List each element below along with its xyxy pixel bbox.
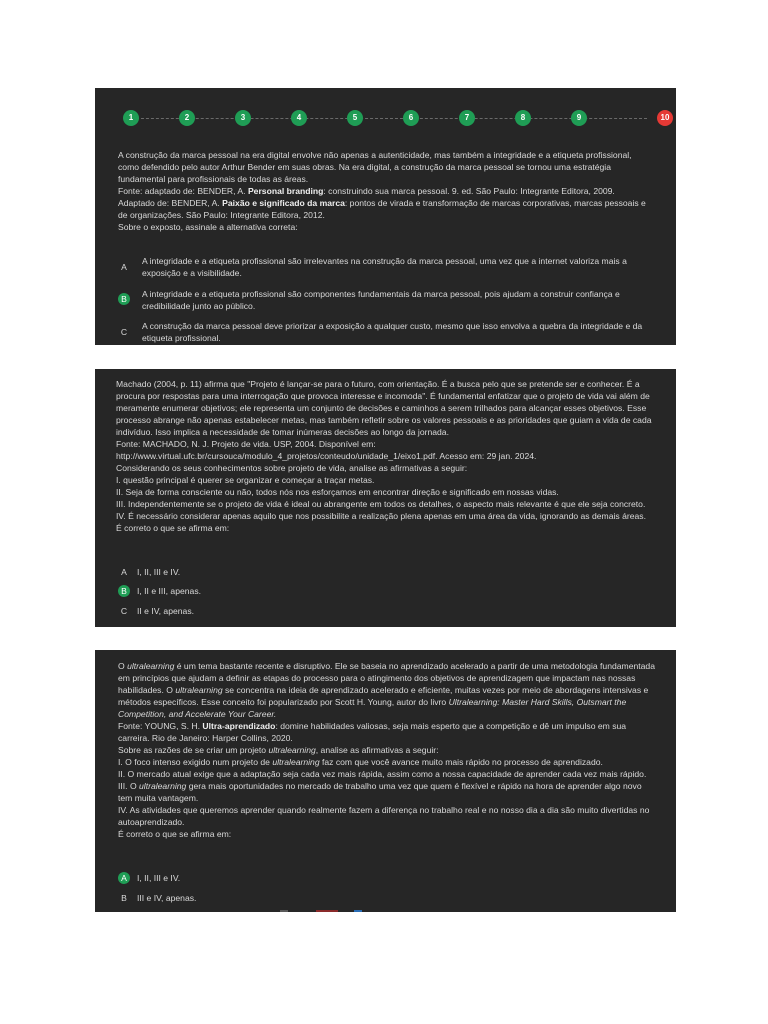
source-2-prefix: Adaptado de: BENDER, A. — [118, 198, 223, 208]
option-a[interactable] — [118, 872, 652, 886]
term-ultralearning-2: ultralearning — [175, 685, 223, 695]
question-3-text — [118, 660, 656, 840]
option-b-selected-marker: B — [118, 293, 130, 305]
statement-1: I. questão principal é querer se organizar e começar a traçar metas. — [116, 475, 375, 485]
step-4[interactable]: 4 — [291, 110, 307, 126]
option-c[interactable] — [118, 320, 652, 345]
statement-2: II. Seja de forma consciente ou não, todos nós nos esforçamos em encontrar direção e significado em nossas vidas. — [116, 487, 559, 497]
question-panel-1 — [95, 88, 676, 345]
option-a-letter: A — [121, 567, 127, 577]
option-a-letter: A — [121, 262, 127, 272]
statement-1-term: ultralearning — [272, 757, 320, 767]
statement-1 — [118, 756, 656, 768]
option-b-text: A integridade e a etiqueta profissional são componentes fundamentais da marca pessoal, pois ajudam a construir confiança e credibilidade junto ao público. — [142, 289, 620, 311]
option-b[interactable] — [118, 892, 652, 906]
option-a-text: I, II, III e IV. — [137, 873, 181, 883]
question-2-text — [116, 378, 656, 534]
step-5[interactable]: 5 — [347, 110, 363, 126]
prompt-term: ultralearning — [268, 745, 316, 755]
statement-1-part-1: I. O foco intenso exigido num projeto de — [118, 757, 273, 767]
source-title: Ultra-aprendizado — [202, 721, 276, 731]
option-c-text: II e IV, apenas. — [137, 606, 195, 616]
paragraph-part-1: O — [118, 661, 128, 671]
option-c-text: A construção da marca pessoal deve priorizar a exposição a qualquer custo, mesmo que isso envolva a quebra da integridade e da etiqueta profissional. — [142, 321, 643, 343]
source-prefix: Fonte: YOUNG, S. H. — [118, 721, 203, 731]
option-b[interactable] — [118, 585, 652, 599]
source-suffix: : domine habilidades valiosas, seja mais esperto que a competição e dê um impulso em sua carreira. Rio de Janeiro: Harper Collins, 2020. — [118, 721, 627, 743]
question-3-source — [118, 720, 656, 744]
stepper-line — [131, 118, 647, 119]
question-3-question: É correto o que se afirma em: — [118, 829, 232, 839]
question-panel-2 — [95, 369, 676, 627]
option-a[interactable] — [118, 566, 652, 580]
cut-off-element-1 — [280, 910, 288, 912]
question-1-text — [118, 149, 652, 233]
step-6[interactable]: 6 — [403, 110, 419, 126]
statement-3 — [118, 780, 656, 804]
option-a-text: I, II, III e IV. — [137, 567, 181, 577]
prompt-part-2: , analise as afirmativas a seguir: — [315, 745, 439, 755]
option-b[interactable] — [118, 288, 652, 314]
option-b-text: III e IV, apenas. — [137, 893, 197, 903]
question-3-paragraph — [118, 660, 656, 720]
source-1-prefix: Fonte: adaptado de: BENDER, A. — [118, 186, 248, 196]
option-a[interactable] — [118, 255, 652, 281]
option-c-letter: C — [120, 327, 128, 337]
statement-4: IV. As atividades que queremos aprender quando realmente fazem a diferença no trabalho real e no nosso dia a dia são muito divertidas no autoaprendizado. — [118, 805, 650, 827]
option-b-letter: B — [121, 893, 127, 903]
statement-4: IV. É necessário considerar apenas aquilo que nos possibilite a realização plena apenas em uma área da vida, ignorando as demais áreas. — [116, 511, 646, 521]
step-9[interactable]: 9 — [571, 110, 587, 126]
question-panel-3 — [95, 650, 676, 912]
step-2[interactable]: 2 — [179, 110, 195, 126]
question-2-source: Fonte: MACHADO, N. J. Projeto de vida. USP, 2004. Disponível em: — [116, 439, 376, 449]
statement-2: II. O mercado atual exige que a adaptação seja cada vez mais rápida, assim como a nossa capacidade de aprender cada vez mais rápido. — [118, 769, 647, 779]
statement-3-part-1: III. O — [118, 781, 140, 791]
question-2-url[interactable]: http://www.virtual.ufc.br/cursouca/modulo_4_projetos/conteudo/unidade_1/eixo1.pdf. Acesso em: 29 jan. 2024. — [116, 451, 537, 461]
question-1-prompt: Sobre o exposto, assinale a alternativa correta: — [118, 222, 298, 232]
option-a-text: A integridade e a etiqueta profissional são irrelevantes na construção da marca pessoal, uma vez que a internet valoriza mais a exposição e a visibilidade. — [142, 256, 627, 278]
question-2-intro: Machado (2004, p. 11) afirma que "Projeto é lançar-se para o futuro, com orientação. É a busca pelo que se pretende ser e conhecer. É a procura por respostas para uma interrogação que provoca interesse e incomoda". É fundamental enfatizar que o projeto de vida vai além de meramente enumerar objetivos; ele representa um conjunto de decisões e caminhos a serem trilhados para alcançar esses objetivos. Esse processo abrange não apenas estabelecer metas, mas também refletir sobre os valores pessoais e as prioridades que guiam a vida de cada indivíduo. Isso implica a necessidade de tomar inúmeras decisões ao longo da jornada. — [116, 379, 652, 437]
question-1-statement: A construção da marca pessoal na era digital envolve não apenas a autenticidade, mas também a integridade e a etiqueta profissional, como defendido pelo autor Arthur Bender em suas obras. Na era digital, a construção da marca pessoal se tornou uma estratégia fundamental para profissionais de todas as áreas. — [118, 150, 632, 184]
prompt-part-1: Sobre as razões de se criar um projeto — [118, 745, 269, 755]
question-2-question: É correto o que se afirma em: — [116, 523, 230, 533]
term-ultralearning: ultralearning — [127, 661, 175, 671]
cut-off-element-2 — [316, 910, 338, 912]
statement-3: III. Independentemente se o projeto de vida é ideal ou abrangente em todos os detalhes, o aspecto mais relevante é que ele seja concreto. — [116, 499, 646, 509]
question-2-prompt: Considerando os seus conhecimentos sobre projeto de vida, analise as afirmativas a seguir: — [116, 463, 468, 473]
option-c[interactable] — [118, 605, 652, 619]
step-3[interactable]: 3 — [235, 110, 251, 126]
source-1-suffix: : construindo sua marca pessoal. 9. ed. São Paulo: Integrante Editora, 2009. — [323, 186, 615, 196]
step-1[interactable]: 1 — [123, 110, 139, 126]
question-stepper — [123, 110, 670, 126]
step-8[interactable]: 8 — [515, 110, 531, 126]
option-c-letter: C — [120, 606, 128, 616]
paragraph-part-3: se concentra na ideia de aprendizado acelerado e eficiente, muitas vezes por meio de abordagens intensivas e métodos específicos. Esse conceito foi popularizado por Scott H. Young, autor do livro — [118, 685, 649, 707]
step-7[interactable]: 7 — [459, 110, 475, 126]
option-b-selected-marker: B — [118, 585, 130, 597]
cut-off-element-3 — [354, 910, 362, 912]
source-2-suffix: : pontos de virada e transformação de marcas corporativas, marcas pessoais e de organizações. São Paulo: Integrante Editora, 2012. — [118, 198, 646, 220]
source-2-title: Paixão e significado da marca — [222, 198, 345, 208]
question-3-prompt — [118, 744, 656, 756]
source-1-title: Personal branding — [247, 186, 324, 196]
statement-1-part-2: faz com que você avance muito mais rápido no processo de aprendizado. — [319, 757, 603, 767]
statement-3-part-2: gera mais oportunidades no mercado de trabalho uma vez que quem é flexível e rápido na hora de aprender algo novo tem muita vantagem. — [118, 781, 642, 803]
paragraph-part-2: é um tema bastante recente e disruptivo. Ele se baseia no aprendizado acelerado a partir de uma metodologia fundamentada em princípios que ajudam a definir as etapas do processo para o atingimento dos objetivos de aprendizagem que impactam nas nossas habilidades. O — [118, 661, 655, 695]
option-a-selected-marker: A — [118, 872, 130, 884]
book-title: Ultralearning: Master Hard Skills, Outsmart the Competition, and Accelerate Your Career. — [118, 697, 627, 719]
option-b-text: I, II e III, apenas. — [137, 586, 202, 596]
statement-3-term: ultralearning — [139, 781, 187, 791]
question-1-source-1 — [118, 185, 652, 197]
step-10-current[interactable]: 10 — [657, 110, 673, 126]
question-1-source-2 — [118, 197, 652, 221]
